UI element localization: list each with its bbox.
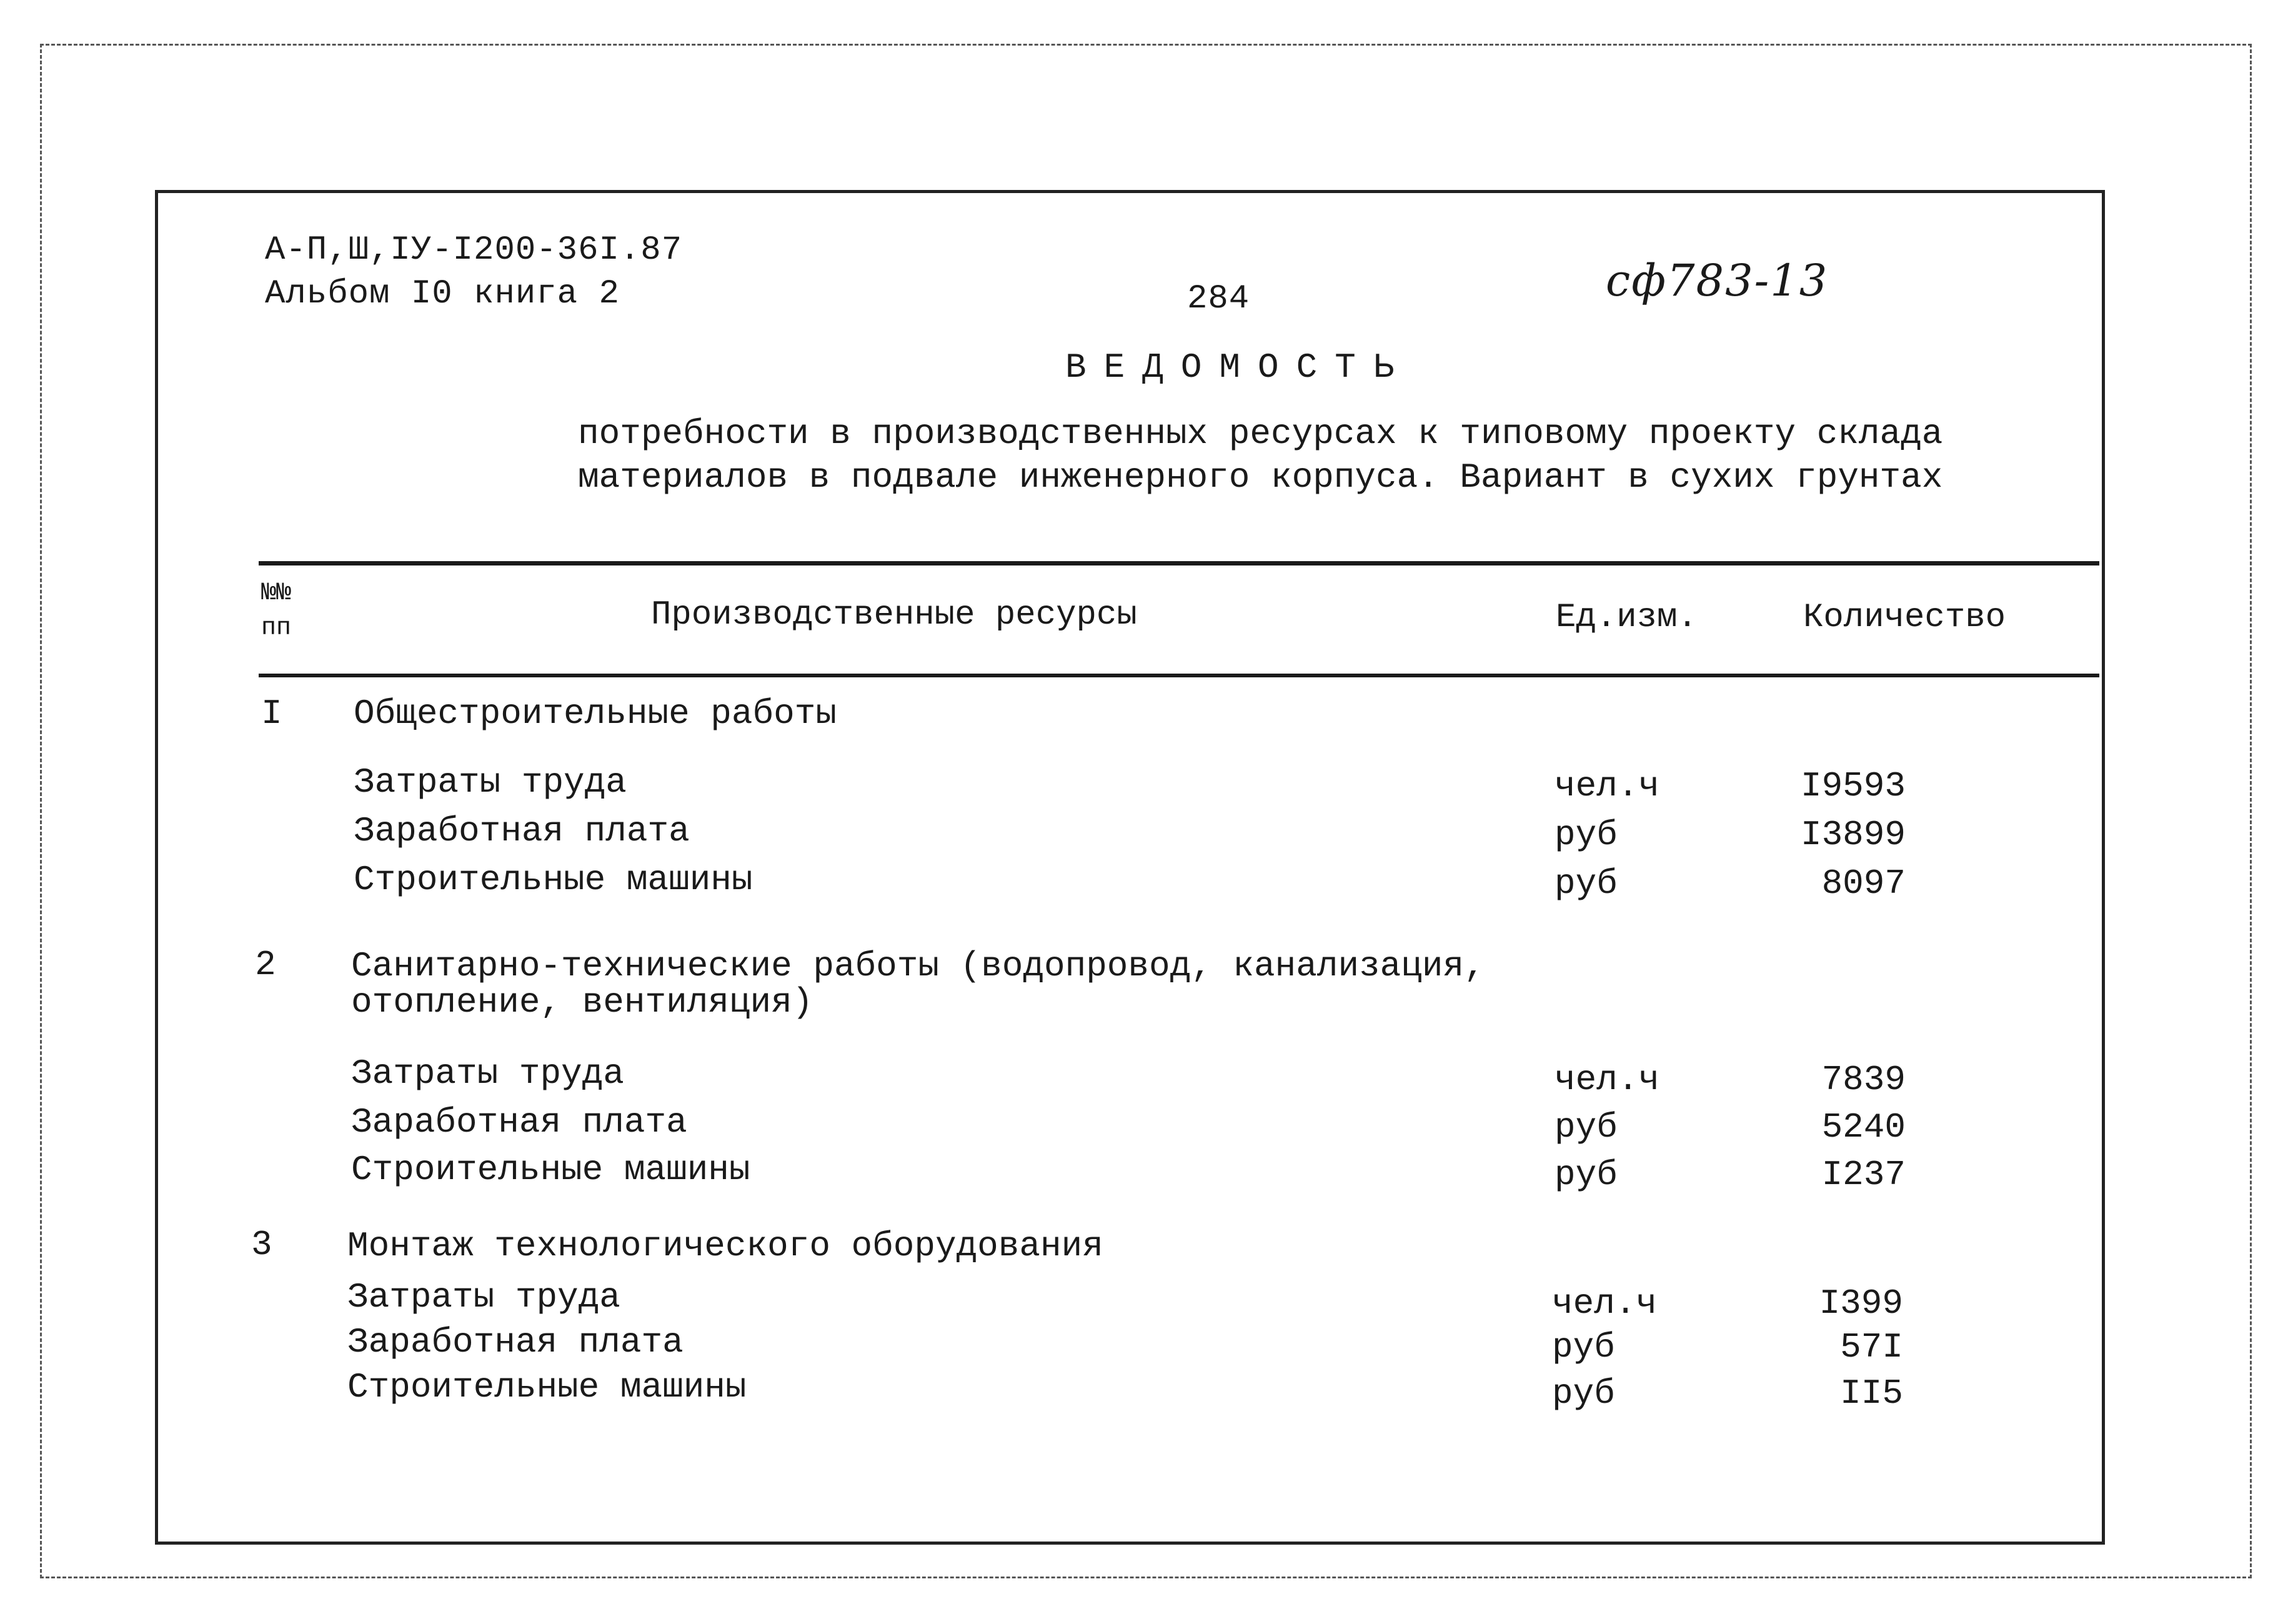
table-row-name: Заработная плата [347, 1322, 684, 1362]
table-row-name: Затраты труда [347, 1277, 620, 1317]
section-number: І [261, 694, 282, 734]
table-row-unit: руб [1552, 1373, 1615, 1413]
table-row-name: Затраты труда [351, 1054, 624, 1093]
document-title: ВЕДОМОСТЬ [1065, 347, 1412, 387]
header-unit: Ед.изм. [1556, 599, 1698, 637]
table-header-rule [259, 674, 2099, 677]
stamp-code: сф783-13 [1606, 255, 1829, 306]
table-top-rule [259, 561, 2099, 565]
table-row-name: Строительные машины [347, 1367, 747, 1407]
table-row-name: Затраты труда [354, 762, 627, 802]
section-title-continued: отопление, вентиляция) [351, 982, 813, 1022]
section-title: Санитарно-технические работы (водопровод, канализация, [351, 946, 1485, 986]
table-row-qty: 5240 [1821, 1107, 1906, 1147]
table-row-unit: руб [1554, 815, 1618, 855]
table-row-qty: 57І [1840, 1327, 1903, 1367]
table-row-name: Заработная плата [354, 811, 690, 851]
table-row-name: Заработная плата [351, 1102, 687, 1142]
section-title: Общестроительные работы [354, 694, 837, 734]
table-row-qty: І237 [1821, 1155, 1906, 1195]
table-row-unit: руб [1552, 1327, 1615, 1367]
table-row-unit: руб [1554, 1155, 1618, 1195]
table-row-qty: І399 [1819, 1283, 1903, 1323]
header-num-line-2: пп [261, 614, 292, 642]
table-row-qty: ІІ5 [1840, 1373, 1903, 1413]
header-num-line-1: №№ [261, 579, 292, 607]
subtitle-line-2: материалов в подвале инженерного корпуса. Вариант в сухих грунтах [578, 457, 1943, 497]
section-title: Монтаж технологического оборудования [347, 1226, 1103, 1266]
table-row-unit: чел.ч [1552, 1283, 1658, 1323]
table-row-unit: руб [1554, 1107, 1618, 1147]
table-row-qty: І9593 [1800, 766, 1906, 806]
table-row-unit: чел.ч [1554, 766, 1660, 806]
table-row-qty: І3899 [1800, 815, 1906, 855]
table-row-name: Строительные машины [351, 1150, 750, 1190]
header-resources: Производственные ресурсы [651, 596, 1137, 634]
section-number: 3 [251, 1225, 272, 1265]
header-quantity: Количество [1803, 599, 2006, 637]
document-code: А-П,Ш,ІУ-І200-36І.87 [265, 231, 683, 269]
subtitle-line-1: потребности в производственных ресурсах к типовому проекту склада [578, 414, 1943, 454]
table-row-qty: 8097 [1821, 864, 1906, 904]
table-row-qty: 7839 [1821, 1060, 1906, 1100]
table-row-name: Строительные машины [354, 860, 753, 900]
section-number: 2 [255, 945, 276, 985]
table-row-unit: руб [1554, 864, 1618, 904]
album-line: Альбом І0 книга 2 [265, 275, 620, 313]
table-row-unit: чел.ч [1554, 1060, 1660, 1100]
page-number: 284 [1187, 280, 1250, 318]
